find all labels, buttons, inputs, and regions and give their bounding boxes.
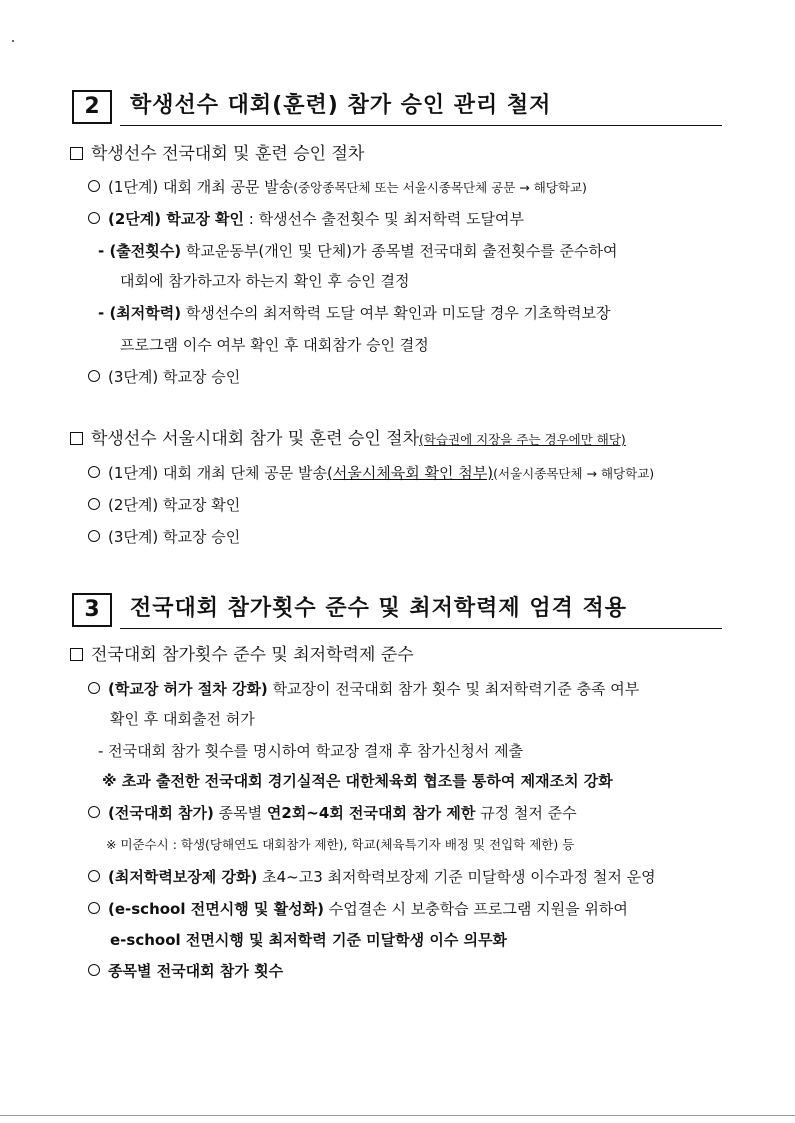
circle-bullet-icon	[88, 212, 100, 224]
detail-item: - 전국대회 참가 횟수를 명시하여 학교장 결재 후 참가신청서 제출	[98, 742, 524, 760]
list-item: (3단계) 학교장 승인	[88, 366, 240, 388]
sub-heading-compliance: 전국대회 참가횟수 준수 및 최저학력제 준수	[70, 644, 414, 666]
square-bullet-icon	[70, 648, 83, 661]
circle-bullet-icon	[88, 530, 100, 542]
list-item: (최저학력보장제 강화) 초4~고3 최저학력보장제 기준 미달학생 이수과정 철저 운영	[88, 866, 656, 888]
scan-speck	[12, 40, 14, 42]
section-2-header	[72, 90, 722, 130]
note-item: ※ 초과 출전한 전국대회 경기실적은 대한체육회 협조를 통하여 제재조치 강화	[102, 772, 613, 790]
circle-bullet-icon	[88, 902, 100, 914]
section-3-rule	[120, 628, 722, 629]
circle-bullet-icon	[88, 806, 100, 818]
page-bottom-rule	[0, 1115, 795, 1116]
circle-bullet-icon	[88, 466, 100, 478]
circle-bullet-icon	[88, 964, 100, 976]
sub-heading-national: 학생선수 전국대회 및 훈련 승인 절차	[70, 143, 364, 165]
detail-continuation: 대회에 참가하고자 하는지 확인 후 승인 결정	[120, 272, 410, 290]
list-item-continuation: e-school 전면시행 및 최저학력 기준 미달학생 이수 의무화	[110, 931, 508, 949]
list-item: (전국대회 참가) 종목별 연2회~4회 전국대회 참가 제한 규정 철저 준수	[88, 802, 577, 824]
sub-heading-seoul: 학생선수 서울시대회 참가 및 훈련 승인 절차(학습권에 지장을 주는 경우에만 해당)	[70, 428, 626, 451]
list-item: (학교장 허가 절차 강화) 학교장이 전국대회 참가 횟수 및 최저학력기준 충족 여부	[88, 678, 639, 700]
list-item: (3단계) 학교장 승인	[88, 526, 240, 548]
list-item: (1단계) 대회 개최 단체 공문 발송(서울시체육회 확인 첨부)(서울시종목단체 → 해당학교)	[88, 462, 654, 485]
list-item: (e-school 전면시행 및 활성화) 수업결손 시 보충학습 프로그램 지원을 위하여	[88, 898, 628, 920]
note-item: ※ 미준수시 : 학생(당해연도 대회참가 제한), 학교(체육특기자 배정 및 전입학 제한) 등	[106, 837, 575, 852]
detail-item: - (최저학력) 학생선수의 최저학력 도달 여부 확인과 미도달 경우 기초학력보장	[98, 304, 611, 322]
list-item-continuation: 확인 후 대회출전 허가	[110, 710, 255, 728]
section-2-title: 학생선수 대회(훈련) 참가 승인 관리 철저	[130, 93, 552, 118]
list-item: (2단계) 학교장 확인 : 학생선수 출전횟수 및 최저학력 도달여부	[88, 208, 524, 230]
detail-continuation: 프로그램 이수 여부 확인 후 대회참가 승인 결정	[120, 336, 429, 354]
circle-bullet-icon	[88, 682, 100, 694]
list-item: 종목별 전국대회 참가 횟수	[88, 960, 283, 982]
section-3-title: 전국대회 참가횟수 준수 및 최저학력제 엄격 적용	[130, 596, 627, 621]
square-bullet-icon	[70, 147, 83, 160]
section-3-number: 3	[72, 593, 112, 627]
circle-bullet-icon	[88, 498, 100, 510]
circle-bullet-icon	[88, 870, 100, 882]
circle-bullet-icon	[88, 180, 100, 192]
list-item: (2단계) 학교장 확인	[88, 494, 240, 516]
list-item: (1단계) 대회 개최 공문 발송(중앙종목단체 또는 서울시종목단체 공문 → 해당학교)	[88, 176, 587, 199]
detail-item: - (출전횟수) 학교운동부(개인 및 단체)가 종목별 전국대회 출전횟수를 준수하여	[98, 242, 618, 260]
section-2-rule	[120, 125, 722, 126]
circle-bullet-icon	[88, 370, 100, 382]
square-bullet-icon	[70, 432, 83, 445]
section-2-number: 2	[72, 90, 112, 124]
section-3-header	[72, 593, 722, 633]
